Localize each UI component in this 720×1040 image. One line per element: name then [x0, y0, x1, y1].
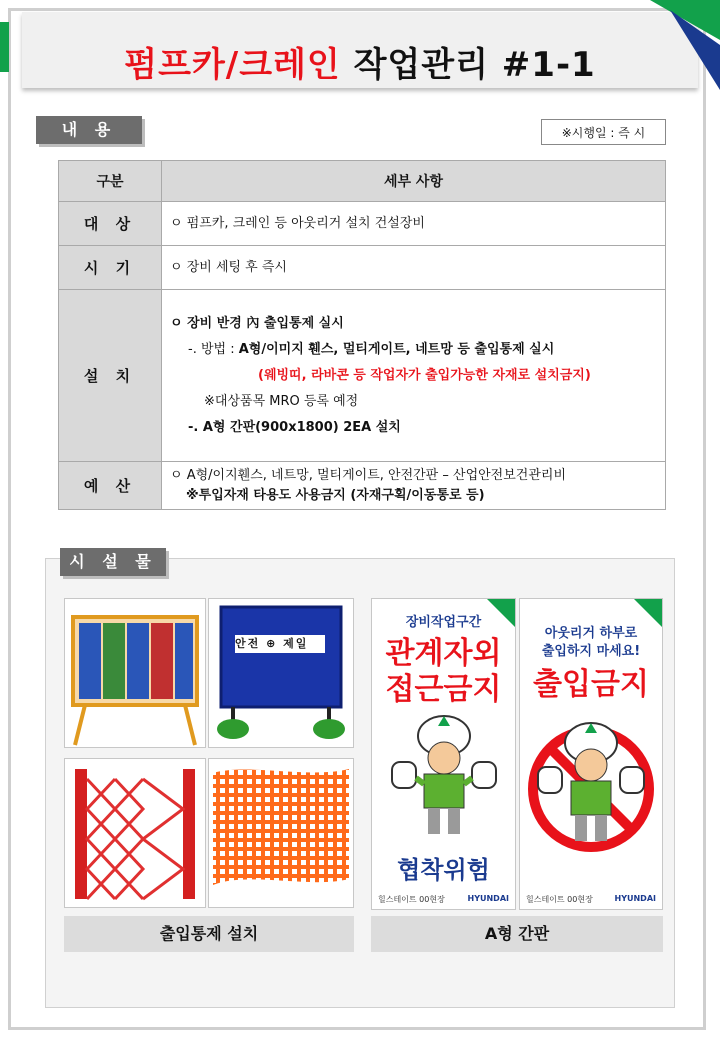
sign-2-corner-decoration: [520, 599, 663, 639]
details-table: [58, 160, 666, 510]
effective-date-box: ※시행일 : 즉 시: [541, 119, 666, 145]
row-label-install: 설 치: [59, 290, 162, 462]
budget-line-2: ※투입자재 타용도 사용금지 (자재구획/이동통로 등): [186, 487, 485, 503]
header-details: 세부 사항: [162, 161, 666, 202]
a-frame-sign-1: [371, 598, 516, 910]
sign-2-top-line-2: 출입하지 마세요!: [541, 644, 641, 659]
sign-2-top-line-1: 아웃리거 하부로: [544, 626, 638, 641]
caption-access-control: 출입통제 설치: [64, 916, 354, 952]
sign-1-site-name: 힐스테이트 00현장: [378, 895, 445, 904]
budget-line-1: ㅇ A형/이지휀스, 네트망, 멀티게이트, 안전간판 – 산업안전보건관리비: [170, 467, 567, 483]
install-line-1: ㅇ 장비 반경 內 출입통제 실시: [170, 315, 344, 331]
sign-2-big-text: 출입금지: [533, 667, 649, 702]
image-fence-photo: [64, 598, 206, 748]
install-line-4: ※대상품목 MRO 등록 예정: [204, 393, 359, 409]
multi-gate-illustration: [65, 759, 205, 907]
content-section-tag: 내 용: [36, 116, 142, 144]
safety-net-illustration: [209, 759, 353, 907]
sign-1-footer: [378, 894, 509, 905]
blue-fence-illustration: [209, 599, 353, 747]
sign-1-bottom-text: 협착위험: [397, 856, 490, 884]
corner-logo-decoration: [650, 0, 720, 90]
table-row-budget: [59, 462, 666, 510]
install-line-5: -. A형 간판(900x1800) 2EA 설치: [188, 419, 401, 435]
image-fence-illustration: [65, 599, 205, 747]
multi-gate-photo: [64, 758, 206, 908]
table-row-timing: [59, 246, 666, 290]
title-bar: [22, 12, 698, 88]
blue-fence-photo: [208, 598, 354, 748]
sign-2-no-entry-mascot: [526, 709, 656, 859]
table-header-row: [59, 161, 666, 202]
sign-1-corner-decoration: [372, 599, 516, 639]
sign-1-worker-mascot: [384, 712, 504, 842]
table-row-install: [59, 290, 666, 462]
sign-1-top-text: 장비작업구간: [405, 615, 482, 630]
safety-net-photo: [208, 758, 354, 908]
page-title: 펌프카/크레인 작업관리 #1-1: [124, 45, 596, 85]
table-row-target: [59, 202, 666, 246]
sign-1-big-line-2: 접근금지: [385, 672, 502, 707]
green-accent-bar: [0, 22, 9, 72]
facilities-section-tag: 시 설 물: [60, 548, 166, 576]
install-line-3: (웨빙띠, 라바콘 등 작업자가 출입가능한 자재로 설치금지): [258, 367, 591, 383]
sign-1-big-line-1: 관계자외: [385, 636, 502, 671]
sign-2-brand-logo: HYUNDAI: [614, 894, 656, 903]
a-frame-sign-2: [519, 598, 663, 910]
row-label-timing: 시 기: [59, 246, 162, 290]
row-label-budget: 예 산: [59, 462, 162, 510]
timing-text: ㅇ 장비 세팅 후 즉시: [170, 259, 287, 275]
header-category: 구분: [59, 161, 162, 202]
sign-2-footer: [526, 894, 656, 905]
row-label-target: 대 상: [59, 202, 162, 246]
sign-2-site-name: 힐스테이트 00현장: [526, 895, 593, 904]
fence-sign-text: 안전 ⊕ 제일: [235, 637, 309, 650]
target-text: ㅇ 펌프카, 크레인 등 아웃리거 설치 건설장비: [170, 215, 425, 231]
caption-a-frame-sign: A형 간판: [371, 916, 663, 952]
sign-1-brand-logo: HYUNDAI: [467, 894, 509, 903]
install-line-2: -. 방법 : A형/이미지 휀스, 멀티게이트, 네트망 등 출입통제 실시: [188, 341, 555, 357]
